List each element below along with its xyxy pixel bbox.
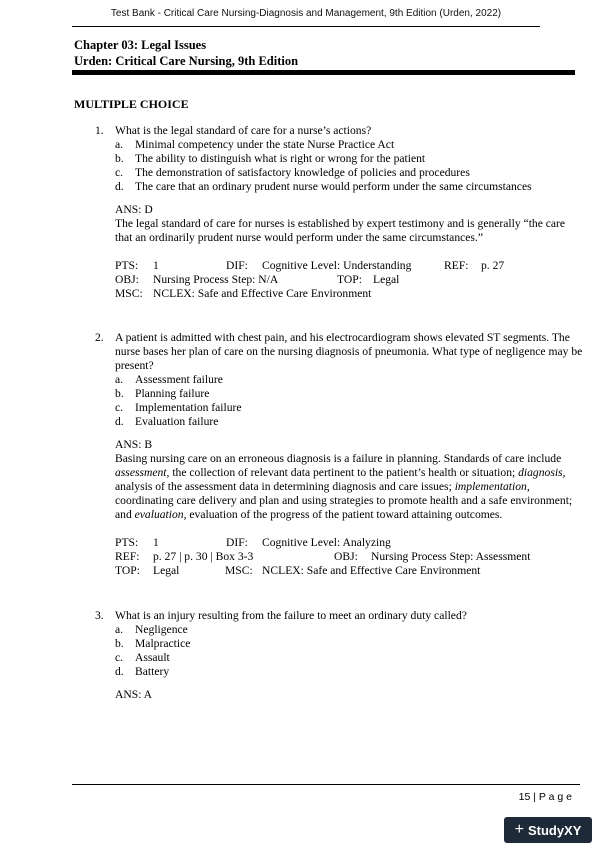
rationale: Basing nursing care on an erroneous diagnosis is a failure in planning. Standards of care include assessment, the collection of relevant data pertinent to the patient’s health or situation; diagnosis, analysis of the assessment data in determining diagnosis and care issues; implementation, coordinating care delivery and plan and using strategies to promote health and a safe environment; and evaluation, evaluation of the progress of the patient toward attaining outcomes. [115, 452, 573, 521]
msc-label: MSC: [225, 564, 253, 577]
option-c: c. Implementation failure [115, 401, 242, 414]
question-text: What is an injury resulting from the failure to meet an ordinary duty called? [115, 609, 467, 622]
answer-options [95, 138, 585, 194]
answer-options [95, 623, 585, 679]
page-number: 15 | P a g e [518, 791, 572, 803]
obj-label: OBJ: [115, 273, 139, 286]
option-c: c. The demonstration of satisfactory knowledge of policies and procedures [115, 166, 470, 179]
dif-value: Cognitive Level: Understanding [262, 259, 412, 272]
chapter-title [74, 37, 298, 69]
top-label: TOP: [115, 564, 140, 577]
option-c: c. Assault [115, 651, 170, 664]
option-d: d. Evaluation failure [115, 415, 219, 428]
footer-divider [72, 784, 580, 785]
option-a: a. Minimal competency under the state Nurse Practice Act [115, 138, 395, 151]
chapter-title-line2: Urden: Critical Care Nursing, 9th Edition [74, 54, 299, 68]
question-number: 2. [95, 331, 104, 344]
logo-text: StudyXY [527, 822, 582, 838]
rationale: The legal standard of care for nurses is established by expert testimony and is generally “the care that an ordinarily prudent nurse would perform under the same circumstances.” [115, 217, 566, 244]
pts-label: PTS: [115, 536, 139, 549]
pts-label: PTS: [115, 259, 139, 272]
answer-options [95, 373, 585, 429]
question-stem [95, 331, 585, 373]
obj-value: Nursing Process Step: Assessment [371, 550, 531, 563]
title-underline-bar [72, 70, 575, 75]
question-stem [95, 609, 585, 623]
top-value: Legal [153, 564, 180, 577]
question-number: 1. [95, 124, 104, 137]
chapter-title-line1: Chapter 03: Legal Issues [74, 38, 207, 52]
msc-label: MSC: [115, 287, 143, 300]
option-b: b. Planning failure [115, 387, 210, 400]
pts-value: 1 [153, 536, 159, 549]
dif-label: DIF: [226, 536, 248, 549]
ref-value: p. 27 | p. 30 | Box 3-3 [153, 550, 254, 563]
pts-value: 1 [153, 259, 159, 272]
ref-label: REF: [115, 550, 140, 563]
question-3 [95, 609, 585, 702]
question-metadata [115, 536, 585, 578]
top-value: Legal [373, 273, 400, 286]
top-label: TOP: [337, 273, 362, 286]
option-a: a. Negligence [115, 623, 188, 636]
option-b: b. The ability to distinguish what is right or wrong for the patient [115, 152, 426, 165]
option-d: d. Battery [115, 665, 170, 678]
question-text: A patient is admitted with chest pain, and his electrocardiogram shows elevated ST segments. The nurse bases her plan of care on the nursing diagnosis of pneumonia. What type of negligence may be present? [115, 331, 583, 372]
plus-icon: + [514, 821, 524, 838]
dif-value: Cognitive Level: Analyzing [262, 536, 391, 549]
msc-value: NCLEX: Safe and Effective Care Environment [153, 287, 372, 300]
option-d: d. The care that an ordinary prudent nurse would perform under the same circumstances [115, 180, 532, 193]
question-1 [95, 124, 585, 301]
question-metadata [115, 259, 585, 301]
section-heading: MULTIPLE CHOICE [74, 97, 189, 111]
ref-value: p. 27 [481, 259, 505, 272]
question-number: 3. [95, 609, 104, 622]
obj-value: Nursing Process Step: N/A [153, 273, 279, 286]
obj-label: OBJ: [334, 550, 358, 563]
studyxy-logo [504, 817, 592, 843]
answer-key: ANS: D [115, 203, 153, 216]
question-2 [95, 331, 585, 578]
answer-key: ANS: B [115, 438, 153, 451]
question-text: What is the legal standard of care for a nurse’s actions? [115, 124, 372, 137]
header-divider [72, 26, 540, 27]
answer-key: ANS: A [115, 688, 153, 701]
msc-value: NCLEX: Safe and Effective Care Environment [262, 564, 481, 577]
dif-label: DIF: [226, 259, 248, 272]
ref-label: REF: [444, 259, 469, 272]
running-header: Test Bank - Critical Care Nursing-Diagnosis and Management, 9th Edition (Urden, 2022) [110, 8, 502, 19]
option-a: a. Assessment failure [115, 373, 223, 386]
option-b: b. Malpractice [115, 637, 191, 650]
question-stem [95, 124, 585, 138]
